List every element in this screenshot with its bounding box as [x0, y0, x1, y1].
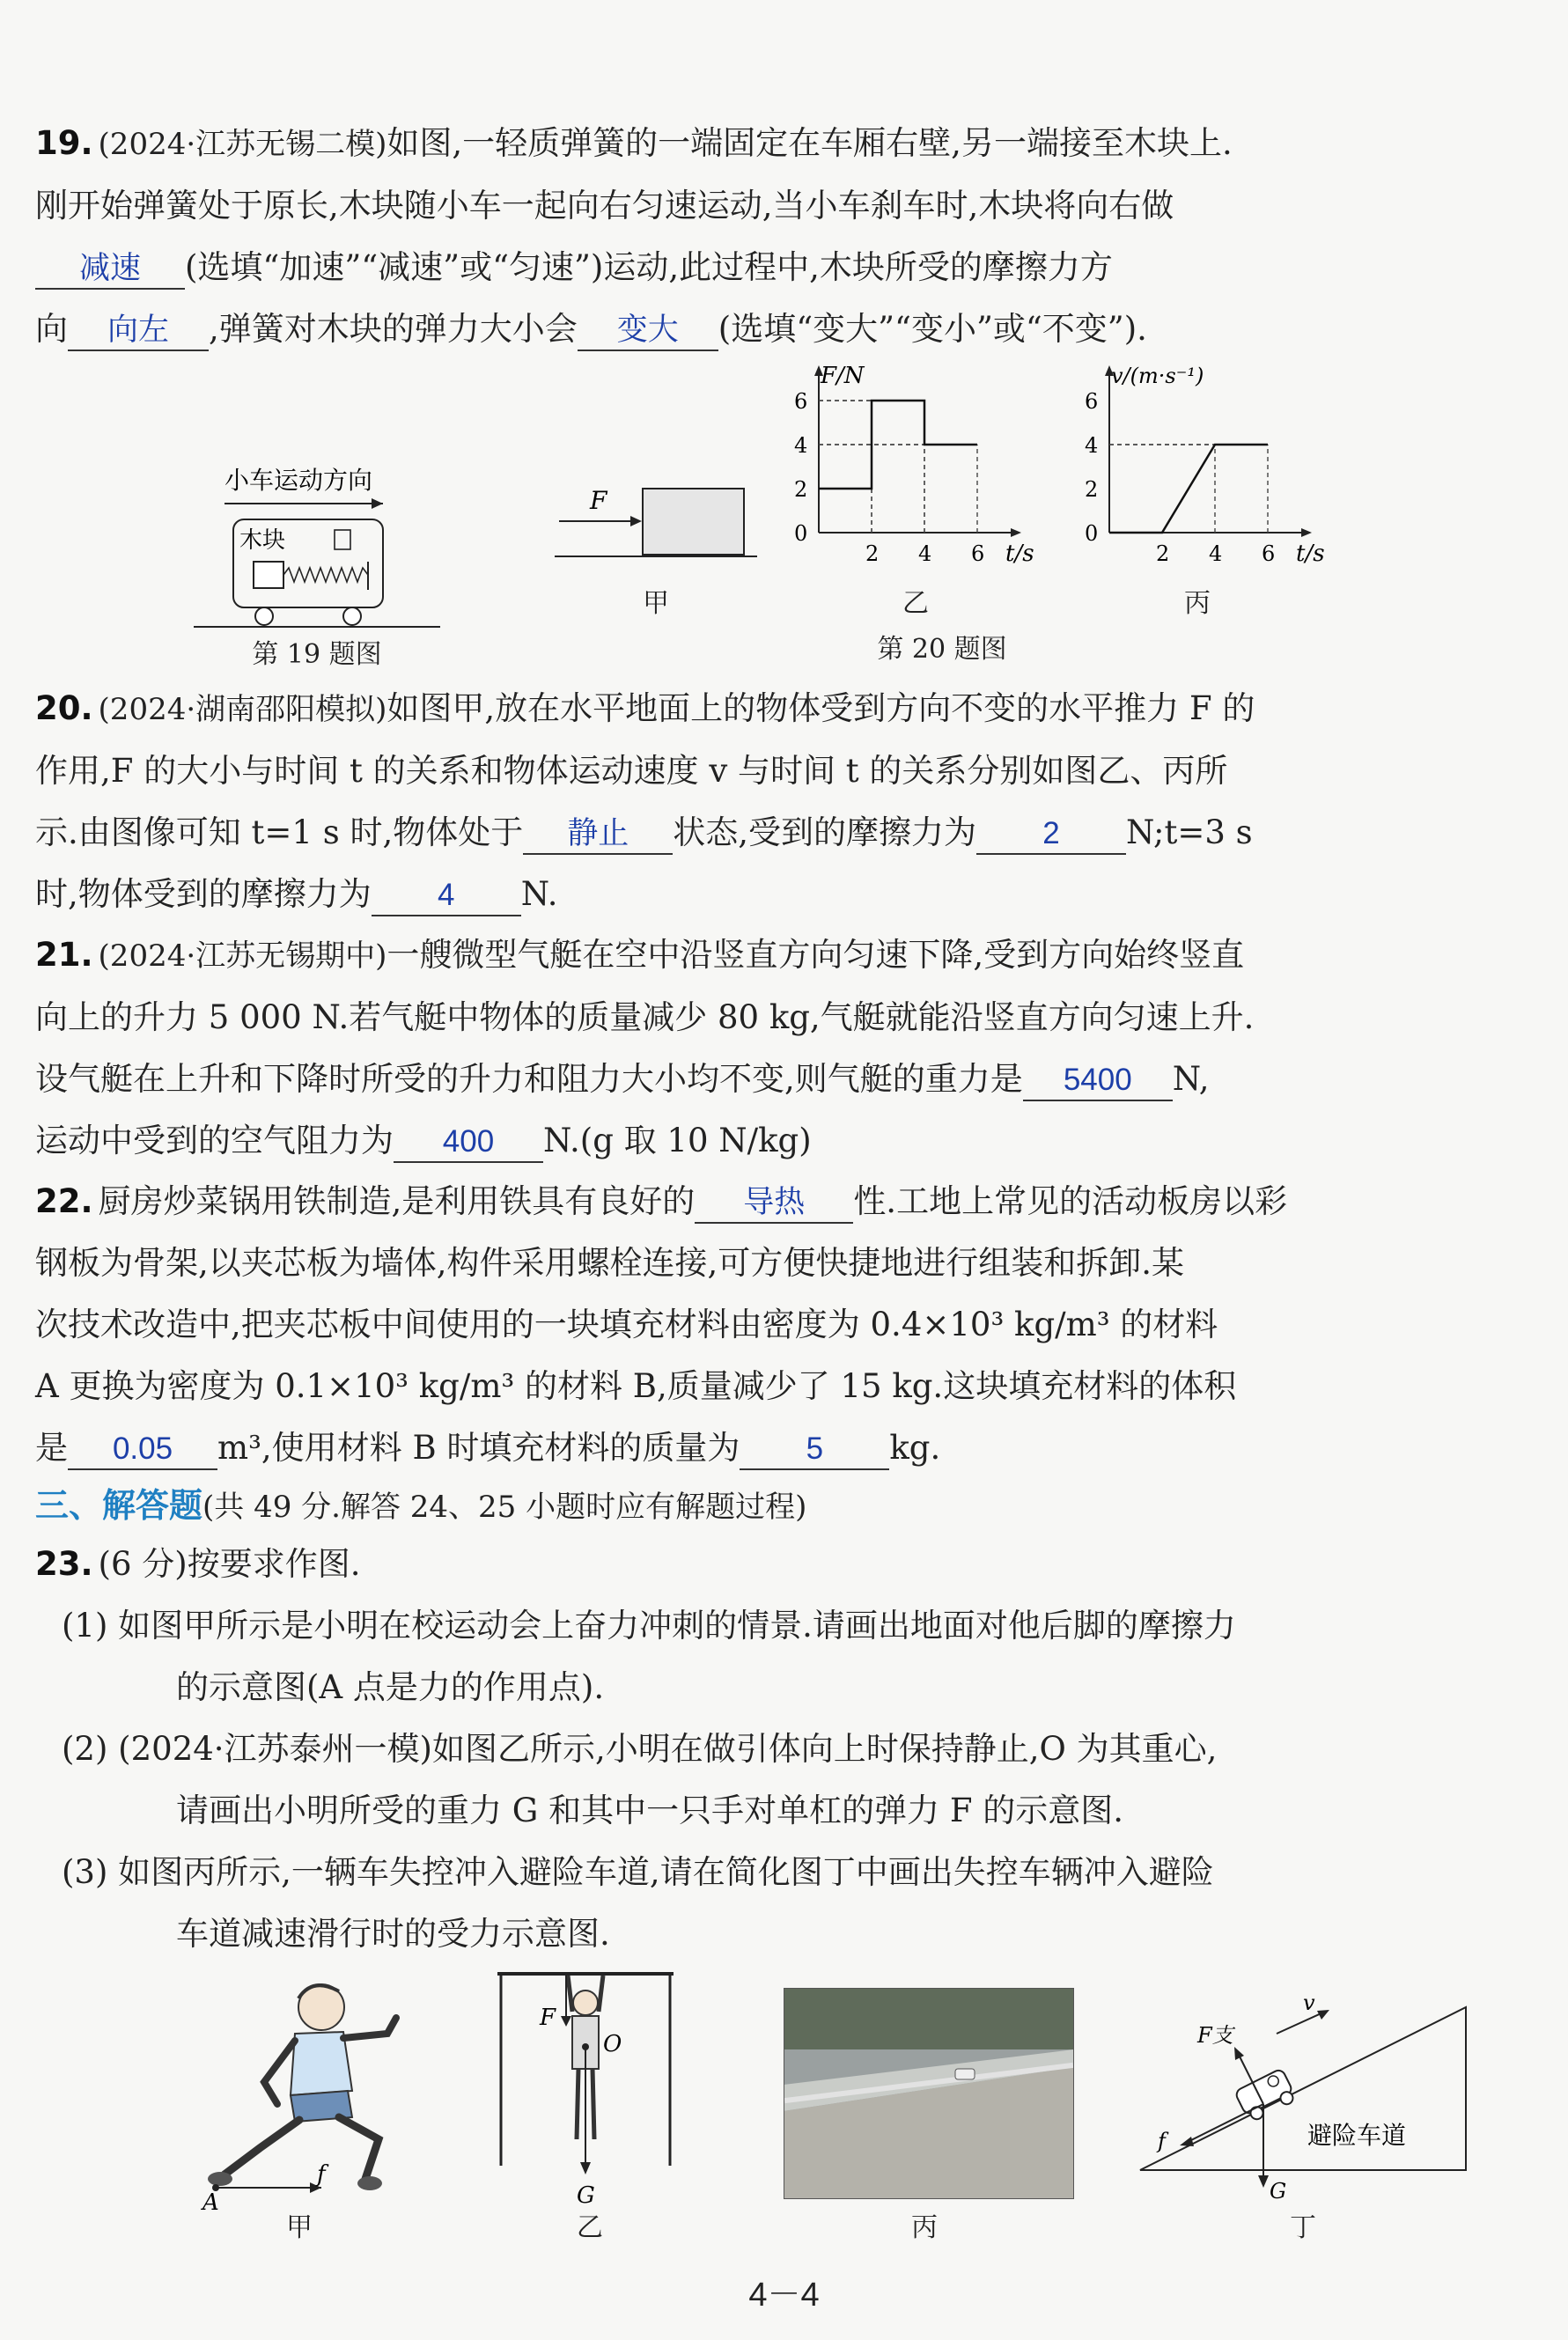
arrow-head-icon — [580, 2162, 591, 2174]
x-axis-arrow-icon — [1011, 528, 1021, 537]
fig23-bing-caption: 丙 — [911, 2212, 938, 2243]
y-tick-label: 2 — [1085, 477, 1099, 502]
answer-blank[interactable]: 向左 — [68, 311, 209, 351]
figure-23-bing-photo — [784, 1988, 1074, 2199]
photo-trees — [784, 1988, 1074, 2049]
runner-back-shoe — [208, 2172, 232, 2186]
q19-line2: 刚开始弹簧处于原长,木块随小车一起向右匀速运动,当小车刹车时,木块将向右做 — [35, 187, 1174, 224]
arrow-head-icon — [1180, 2137, 1194, 2146]
runner-front-shoe — [357, 2176, 382, 2190]
y-tick-label: 4 — [1085, 433, 1099, 458]
leg-right — [593, 2069, 594, 2139]
fig19-block-label: 木块 — [239, 527, 286, 554]
arrow-head-icon — [372, 498, 383, 509]
label-f: f — [317, 2161, 326, 2188]
x-tick-label: 6 — [1262, 541, 1276, 566]
arm-left — [568, 1976, 572, 2012]
figure-23-jia-runner — [189, 1972, 418, 2210]
x-tick-label: 4 — [1209, 541, 1223, 566]
y-tick-label: 4 — [794, 433, 808, 458]
x-tick-label: 6 — [971, 541, 985, 566]
x-tick-label: 2 — [1156, 541, 1170, 566]
fig23-jia-caption: 甲 — [286, 2212, 313, 2243]
label-G: G — [1270, 2179, 1287, 2204]
figure-23-yi-pullup — [489, 1963, 682, 2210]
label-f: f — [1158, 2129, 1166, 2153]
chart-f-xlabel: t/s — [1005, 541, 1034, 567]
label-F-support: F支 — [1197, 2023, 1233, 2048]
friction-arrow — [1184, 2104, 1263, 2144]
question-22: 22. 厨房炒菜锅用铁制造,是利用铁具有良好的 导热 性.工地上常见的活动板房以彩 钢板为骨架,以夹芯板为墙体,构件采用螺栓连接,可方便快捷地进行组装和拆卸.某 次技术改造中,把夹芯板中间使用的一块填充材料由密度为 0.4×10³ kg/m³ 的材料 A 更换为密度为 0.1×10³ kg/m³ 的材料 B,质量减少了 15 kg.这块填充材料的体积 是 0.05 m³,使用材料 B 时填充材料的质量为 5 kg. — [35, 1171, 1497, 1479]
label-G: G — [577, 2182, 595, 2209]
fig23-ding-caption: 丁 — [1290, 2212, 1316, 2243]
fig19-direction-label: 小车运动方向 — [225, 466, 373, 495]
q19-line4: 向 向左 ,弹簧对木块的弹力大小会 变大 (选填“变大”“变小”或“不变”). — [35, 298, 1497, 360]
cart-window — [335, 530, 350, 549]
wheel-icon — [343, 607, 361, 625]
chart-v-ylabel: v/(m·s⁻¹) — [1111, 364, 1204, 388]
fig20-yi-caption: 乙 — [902, 588, 929, 619]
page-number: 4－4 — [748, 2277, 820, 2314]
label-A: A — [202, 2189, 219, 2210]
label-O: O — [603, 2031, 622, 2057]
fig23-yi-caption: 乙 — [577, 2212, 603, 2243]
runner-leg-back — [225, 2120, 299, 2174]
wheel-icon — [255, 607, 273, 625]
figure-23-ding-incline — [1136, 1994, 1470, 2205]
x-tick-label: 2 — [865, 541, 880, 566]
series-line — [1109, 445, 1268, 533]
chart-v-t — [1065, 357, 1329, 585]
velocity-arrow — [1277, 2012, 1325, 2034]
photo-car — [955, 2069, 975, 2079]
chart-f-ylabel: F/N — [821, 363, 865, 389]
fig20-bing-caption: 丙 — [1184, 588, 1211, 619]
answer-blank[interactable]: 2 — [976, 814, 1126, 855]
label-v: v — [1303, 1994, 1315, 2015]
fig20-caption: 第 20 题图 — [877, 634, 1007, 665]
question-21: 21. (2024·江苏无锡期中)一艘微型气艇在空中沿竖直方向匀速下降,受到方向始终竖直 向上的升力 5 000 N.若气艇中物体的质量减少 80 kg,气艇就能沿竖直方向匀速上升. 设气艇在上升和下降时所受的升力和阻力大小均不变,则气艇的重力是 5400 N, 运动中受到的空气阻力为 400 N.(g 取 10 N/kg) — [35, 924, 1497, 1172]
fig19-caption: 第 19 题图 — [252, 639, 382, 670]
chart-f-t — [775, 357, 1039, 585]
force-label-F: F — [590, 486, 607, 515]
answer-blank[interactable]: 静止 — [523, 814, 673, 855]
y-tick-label: 0 — [794, 521, 808, 546]
object-box — [643, 489, 744, 555]
x-tick-label: 4 — [918, 541, 932, 566]
person-head — [573, 1990, 598, 2015]
answer-blank[interactable]: 变大 — [578, 311, 718, 351]
chart-v-xlabel: t/s — [1296, 541, 1325, 567]
arrow-head-icon — [1234, 2047, 1244, 2060]
section-heading: 三、解答题(共 49 分.解答 24、25 小题时应有解题过程) — [35, 1486, 807, 1525]
y-tick-label: 6 — [1085, 389, 1099, 414]
answer-blank[interactable]: 4 — [372, 876, 521, 916]
answer-blank[interactable]: 0.05 — [68, 1430, 217, 1470]
spring — [283, 568, 368, 582]
arrow-head-icon — [561, 2016, 571, 2027]
leg-left — [577, 2069, 578, 2139]
label-escape-lane: 避险车道 — [1307, 2121, 1407, 2150]
x-axis-arrow-icon — [1301, 528, 1312, 537]
answer-blank[interactable]: 400 — [394, 1122, 543, 1163]
answer-blank[interactable]: 减速 — [35, 249, 185, 290]
answer-blank[interactable]: 5400 — [1023, 1061, 1173, 1101]
q19-line3: 减速 (选填“加速”“减速”或“匀速”)运动,此过程中,木块所受的摩擦力方 — [35, 237, 1497, 298]
question-23: 23. (6 分)按要求作图. (1) 如图甲所示是小明在校运动会上奋力冲刺的情景.请画出地面对他后脚的摩擦力 的示意图(A 点是力的作用点). (2) (2024·江苏泰州一模)如图乙所示,小明在做引体向上时保持静止,O 为其重心, 请画出小明所受的重力 G 和其中一只手对单杠的弹力 F 的示意图. (3) 如图丙所示,一辆车失控冲入避险车道,请在简化图丁中画出失控车辆冲入避险 车道减速滑行时的受力示意图. — [35, 1545, 1236, 1953]
y-tick-label: 6 — [794, 389, 808, 414]
runner-leg-front — [339, 2117, 379, 2179]
label-F: F — [540, 2005, 556, 2031]
arm-right — [599, 1976, 603, 2012]
fig20-jia-caption: 甲 — [643, 588, 669, 619]
y-tick-label: 0 — [1085, 521, 1099, 546]
q19-line1: 19. (2024·江苏无锡二模)如图,一轻质弹簧的一端固定在车厢右壁,另一端接至木块上. — [35, 124, 1233, 162]
runner-arm-front — [343, 2018, 396, 2038]
answer-blank[interactable]: 5 — [740, 1430, 889, 1470]
answer-blank[interactable]: 导热 — [695, 1183, 853, 1224]
wooden-block — [254, 562, 283, 588]
question-19 — [35, 113, 1497, 360]
car-on-incline — [1234, 2068, 1298, 2123]
y-tick-label: 2 — [794, 477, 808, 502]
arrow-head-icon — [1258, 2175, 1269, 2188]
arrow-head-icon — [630, 516, 642, 526]
question-20: 20. (2024·湖南邵阳模拟)如图甲,放在水平地面上的物体受到方向不变的水平推力 F 的 作用,F 的大小与时间 t 的关系和物体运动速度 v 与时间 t 的关系分别如图乙、丙所 示.由图像可知 t=1 s 时,物体处于 静止 状态,受到的摩擦力为 2 N;t=3 s 时,物体受到的摩擦力为 4 N. — [35, 678, 1497, 925]
